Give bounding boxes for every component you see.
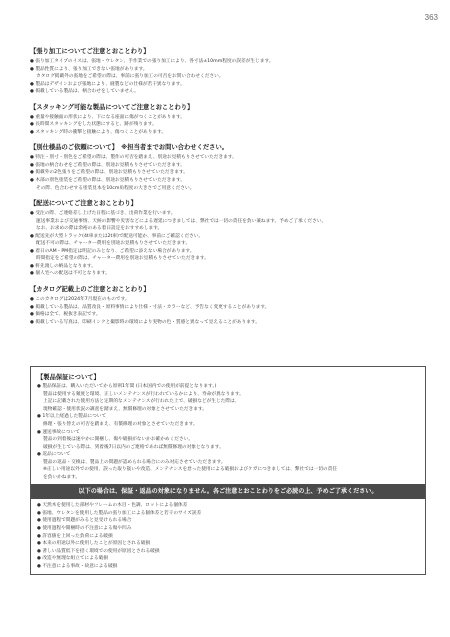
bullet-item: ● 木部の別色塗装をご希望の際は、別途お見積もりさせていただきます。 (30, 177, 424, 185)
note-line: その際、色合わせする塗装見本を10cm角程度の大きさでご用意ください。 (36, 185, 195, 191)
warranty-heading: 【製品保証について】 (37, 374, 100, 382)
notice-section (30, 143, 424, 192)
note-line: 破損が生じている際は、到着後7日以内のご連絡であれば無償修理の対象となります。 (43, 444, 224, 450)
note-line: 現物確認・使用状況の調査を踏まえ、無償修理の対象とさせていただきます。 (43, 406, 207, 412)
note-line: 運送事業および交通事情、天候の影響や災害などによる遅延につきましては、弊社では一切の責任を負い兼ねます。予めご了承ください。 (36, 218, 327, 224)
note-line: 修理・張り替えの可否を踏まえ、有償修理の対象とさせていただきます。 (43, 421, 198, 427)
bullet-item: ● 返品について (37, 451, 419, 459)
section-heading: 【カタログ記載上のご注意とおことわり】 (30, 286, 150, 294)
exclusion-item: ● 許容値を上回った負荷による破損 (37, 533, 419, 541)
bullet-item: ● 掲載している写真は、印刷インクと撮影時の環境により実物の色・質感と異なって見えることがあります。 (30, 319, 424, 327)
bullet-item: ● 軒先渡しの納品となります。 (30, 263, 424, 271)
bullet-item: ● 製品性質により、張り加工できない張地があります。 (30, 66, 424, 74)
exclusion-item: ● 不注意による事故・故意による破損 (37, 563, 419, 571)
note-line: 配送不可の際は、チャーター費用を別途お見積もりさせていただきます。 (36, 241, 191, 247)
section-heading: 【配送についてご注意とおことわり】 (30, 200, 137, 208)
bullet-item: ● 掲載している製品は、品質改良・原料事情により仕様・寸法・カラーなど、予告なく変更することがあります。 (30, 304, 424, 312)
page-number: 363 (424, 13, 438, 22)
bullet-item: ● 着日のAM・PM指定は明記のみとなり、ご希望に添えない場合があります。 (30, 248, 424, 256)
note-line: 製品は使用する頻度と環境、正しいメンテナンスが行われているかにより、寿命が異なります。 (43, 391, 244, 397)
note-line: ※正しい用途以外での使用、誤った取り扱いや改造、メンテナンスを怠った使用による破損およびケガにつきましては、弊社では一切の責任 (43, 467, 337, 473)
warranty-box (30, 366, 426, 575)
note-line: 時間指定をご希望の際は、チャーター費用を別途お見積もりさせていただきます。 (36, 256, 209, 262)
notice-sections (30, 47, 424, 326)
bullet-item: ● 1年以上経過した製品について (37, 413, 419, 421)
notice-section (30, 103, 424, 137)
warranty-lines (37, 383, 419, 481)
exclusion-item: ● 張地、ウレタンを使用した製品の張り加工による個体差と若干のサイズ誤差 (37, 510, 419, 518)
note-line: 製品の返品・交換は、製品上の問題が認められる場合にのみ対応させていただきます。 (43, 459, 226, 465)
section-heading: 【張り加工についてご注意とおことわり】 (30, 48, 150, 55)
notice-section (30, 285, 424, 326)
bullet-item: ● 価格は全て、税抜き表記です。 (30, 311, 424, 319)
bullet-item: ● 重量や接触面の形状により、下になる座面に傷がつくことがあります。 (30, 114, 424, 122)
exclusion-list (37, 502, 419, 570)
bullet-item: ● 張地の柄合わせをご希望の際は、別途お見積もりさせていただきます。 (30, 162, 424, 170)
bullet-item: ● 受注の際、ご連絡差し上げた日程に基づき、出荷作業を行います。 (30, 210, 424, 218)
note-line: カタログ掲載外の張地をご希望の際は、事前に張り加工の可否をお問い合わせください。 (36, 74, 224, 80)
note-line: 上記に記載された使用方法と定期的なメンテナンスが行われた上で、破損などが生じた際は、 (43, 399, 240, 405)
note-line: 製品の到着後は速やかに開梱し、傷や破損がないかお確かめください。 (43, 437, 194, 443)
exclusion-item: ● 本来の用途以外に使用したことが原因とされる破損 (37, 540, 419, 548)
notice-section (30, 47, 424, 96)
bullet-item: ● 配送先が大型トラック(4t車または2t車)で配送可能か、事前にご確認ください。 (30, 233, 424, 241)
bullet-item: ● 掲載外の2色張りをご希望の際は、別途お見積もりさせていただきます。 (30, 169, 424, 177)
section-heading: 【スタッキング可能な製品についてご注意とおことわり】 (30, 103, 194, 111)
exclusion-item: ● 使用過程や開梱時の不注意による傷や凹み (37, 525, 419, 533)
note-line: なお、お求めの際は余裕のある着日設定をおすすめします。 (36, 226, 163, 232)
section-spacer (30, 333, 424, 366)
bullet-item: ● 製品保証は、購入いただいてから原則1年間 (日本国内での使用が前提となります。) (37, 383, 419, 391)
note-line: を負いかねます。 (43, 474, 81, 480)
notice-section (30, 199, 424, 278)
exclusion-banner: 以下の場合は、保証・返品の対象になりません。各ご注意とおことわりをご必読の上、予めご了承ください。 (31, 484, 425, 499)
bullet-item: ● 掲載している製品は、柄合わせをしていません。 (30, 88, 424, 96)
document-body (30, 47, 424, 575)
exclusion-item: ● 天然木を使用した部材やフレームの木目・色調、ロットによる個体差 (37, 502, 419, 510)
bullet-item: ● 個人宅への配送は不可となります。 (30, 270, 424, 278)
bullet-item: ● 特注・別寸・別色をご希望の際は、製作の可否を踏まえ、別途お見積もりさせていただきます。 (30, 154, 424, 162)
bullet-item: ● スタッキング時の衝撃と接触により、傷つくことがあります。 (30, 129, 424, 137)
bullet-item: ● 張り加工タイプのイスは、張地・ウレタン、手作業での張り加工により、各寸法±10mm程度の誤差が生じます。 (30, 58, 424, 66)
exclusion-item: ● 使用過程で問題がみると見受けられる場合 (37, 517, 419, 525)
section-heading: 【別仕様品のご依頼について】 ※担当者までお問い合わせください。 (30, 144, 229, 152)
bullet-item: ● 長時間スタッキングをした状態にすると、跡が残ります。 (30, 121, 424, 129)
bullet-item: ● このカタログは2024年7月現在のものです。 (30, 296, 424, 304)
exclusion-item: ● 改造や無理な組立てによる破損 (37, 555, 419, 563)
bullet-item: ● 運送事故について (37, 429, 419, 437)
bullet-item: ● 製品はデザインおよび張地により、縫製などの仕様が若干異なります。 (30, 81, 424, 89)
exclusion-item: ● 著しい品質低下を招く環境での使用が原因とされる破損 (37, 548, 419, 556)
